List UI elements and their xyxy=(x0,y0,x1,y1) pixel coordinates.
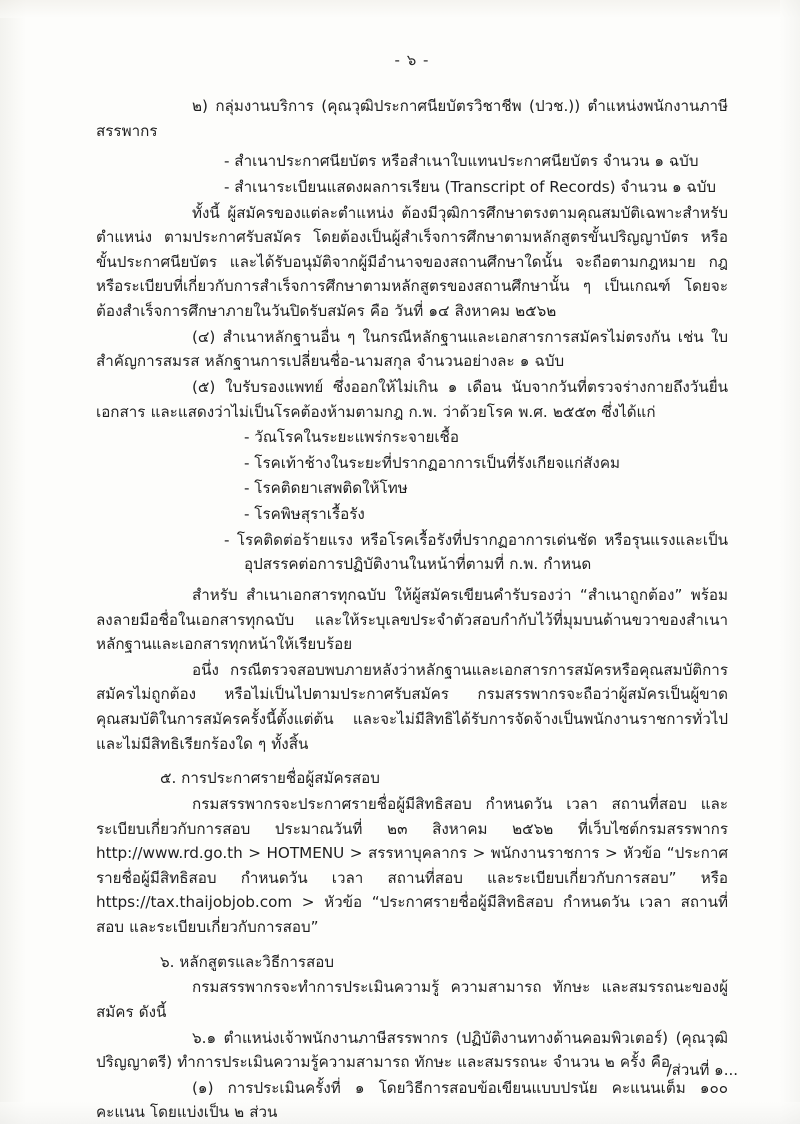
paragraph-announcement-details: กรมสรรพากรจะประกาศรายชื่อผู้มีสิทธิสอบ กำหนดวัน เวลา สถานที่สอบ และระเบียบเกี่ยวกับการสอบ ประมาณวันที่ ๒๓ สิงหาคม ๒๕๖๒ ที่เว็บไซต์กรมสรรพากร http://www.rd.go.th > HOTMENU > สรรหาบุคลากร > พนักงานราชการ > หัวข้อ “ประกาศรายชื่อผู้มีสิทธิสอบ กำหนดวัน เวลา สถานที่สอบ และระเบียบเกี่ยวกับการสอบ” หรือ https://tax.thaijobjob.com > หัวข้อ “ประกาศรายชื่อผู้มีสิทธิสอบ กำหนดวัน เวลา สถานที่สอบ และระเบียบเกี่ยวกับการสอบ” xyxy=(96,794,728,936)
heading-section-5: ๕. การประกาศรายชื่อผู้สมัครสอบ xyxy=(160,769,380,788)
list-item-disease-drug-addiction: - โรคติดยาเสพติดให้โทษ xyxy=(244,479,408,498)
document-body xyxy=(96,48,728,1124)
list-item-transcript-copy: - สำเนาระเบียนแสดงผลการเรียน (Transcript of Records) จำนวน ๑ ฉบับ xyxy=(224,177,717,196)
list-item-disease-elephantiasis: - โรคเท้าช้างในระยะที่ปรากฏอาการเป็นที่รังเกียจแก่สังคม xyxy=(244,453,621,472)
paragraph-verification-warning: อนึ่ง กรณีตรวจสอบพบภายหลังว่าหลักฐานและเอกสารการสมัครหรือคุณสมบัติการสมัครไม่ถูกต้อง หรือไม่เป็นไปตามประกาศรับสมัคร กรมสรรพากรจะถือว่าผู้สมัครเป็นผู้ขาดคุณสมบัติในการสมัครครั้งนี้ตั้งแต่ต้น และจะไม่มีสิทธิได้รับการจัดจ้างเป็นพนักงานราชการทั่วไป และไม่มีสิทธิเรียกร้องใด ๆ ทั้งสิ้น xyxy=(96,660,728,753)
paragraph-group-service: ๒) กลุ่มงานบริการ (คุณวุฒิประกาศนียบัตรวิชาชีพ (ปวช.)) ตำแหน่งพนักงานภาษีสรรพากร xyxy=(96,97,728,140)
page-number: - ๖ - xyxy=(394,51,430,69)
paragraph-item-4-other-evidence: (๔) สำเนาหลักฐานอื่น ๆ ในกรณีหลักฐานและเอกสารการสมัครไม่ตรงกัน เช่น ใบสำคัญการสมรส หลักฐานการเปลี่ยนชื่อ-นามสกุล จำนวนอย่างละ ๑ ฉบับ xyxy=(96,327,728,371)
scan-edge-right xyxy=(780,0,800,1124)
scan-edge-left xyxy=(0,0,26,1124)
paragraph-item-5-medical-certificate: (๕) ใบรับรองแพทย์ ซึ่งออกให้ไม่เกิน ๑ เดือน นับจากวันที่ตรวจร่างกายถึงวันยื่นเอกสาร และแสดงว่าไม่เป็นโรคต้องห้ามตามกฎ ก.พ. ว่าด้วยโรค พ.ศ. ๒๕๕๓ ซึ่งได้แก่ xyxy=(96,377,728,421)
list-item-disease-severe-contagious: - โรคติดต่อร้ายแรง หรือโรคเรื้อรังที่ปรากฏอาการเด่นชัด หรือรุนแรงและเป็นอุปสรรคต่อการปฏิบัติงานในหน้าที่ตามที่ ก.พ. กำหนด xyxy=(224,530,728,574)
footer-continuation-note: /ส่วนที่ ๑... xyxy=(666,1061,738,1079)
paragraph-assessment-round-1: (๑) การประเมินครั้งที่ ๑ โดยวิธีการสอบข้อเขียนแบบปรนัย คะแนนเต็ม ๑๐๐ คะแนน โดยแบ่งเป็น ๒ ส่วน xyxy=(96,1078,728,1122)
paragraph-position-6-1: ๖.๑ ตำแหน่งเจ้าพนักงานภาษีสรรพากร (ปฏิบัติงานทางด้านคอมพิวเตอร์) (คุณวุฒิปริญญาตรี) ทำการประเมินความรู้ความสามารถ ทักษะ และสมรรถนะ จำนวน ๒ ครั้ง คือ xyxy=(96,1028,728,1072)
list-item-certificate-copy: - สำเนาประกาศนียบัตร หรือสำเนาใบแทนประกาศนียบัตร จำนวน ๑ ฉบับ xyxy=(224,152,699,171)
paragraph-assessment-intro: กรมสรรพากรจะทำการประเมินความรู้ ความสามารถ ทักษะ และสมรรถนะของผู้สมัคร ดังนี้ xyxy=(96,978,728,1021)
paragraph-qualification-note: ทั้งนี้ ผู้สมัครของแต่ละตำแหน่ง ต้องมีวุฒิการศึกษาตรงตามคุณสมบัติเฉพาะสำหรับตำแหน่ง ตามประกาศรับสมัคร โดยต้องเป็นผู้สำเร็จการศึกษาตามหลักสูตรขั้นปริญญาบัตร หรือขั้นประกาศนียบัตร และได้รับอนุมัติจากผู้มีอำนาจของสถานศึกษาใดนั้น จะถือตามกฎหมาย กฎ หรือระเบียบที่เกี่ยวกับการสำเร็จการศึกษาตามหลักสูตรของสถานศึกษานั้น ๆ เป็นเกณฑ์ โดยจะต้องสำเร็จการศึกษาภายในวันปิดรับสมัคร คือ วันที่ ๑๔ สิงหาคม ๒๕๖๒ xyxy=(96,203,728,320)
list-item-disease-tuberculosis: - วัณโรคในระยะแพร่กระจายเชื้อ xyxy=(244,428,459,447)
paragraph-copy-certification: สำหรับ สำเนาเอกสารทุกฉบับ ให้ผู้สมัครเขียนคำรับรองว่า “สำเนาถูกต้อง” พร้อมลงลายมือชื่อในเอกสารทุกฉบับ และให้ระบุเลขประจำตัวสอบกำกับไว้ที่มุมบนด้านขวาของสำเนาหลักฐานและเอกสารทุกหน้าให้เรียบร้อย xyxy=(96,585,728,654)
list-item-disease-alcoholism: - โรคพิษสุราเรื้อรัง xyxy=(244,505,365,523)
heading-section-6: ๖. หลักสูตรและวิธีการสอบ xyxy=(160,952,335,971)
scan-edge-top xyxy=(0,0,800,18)
